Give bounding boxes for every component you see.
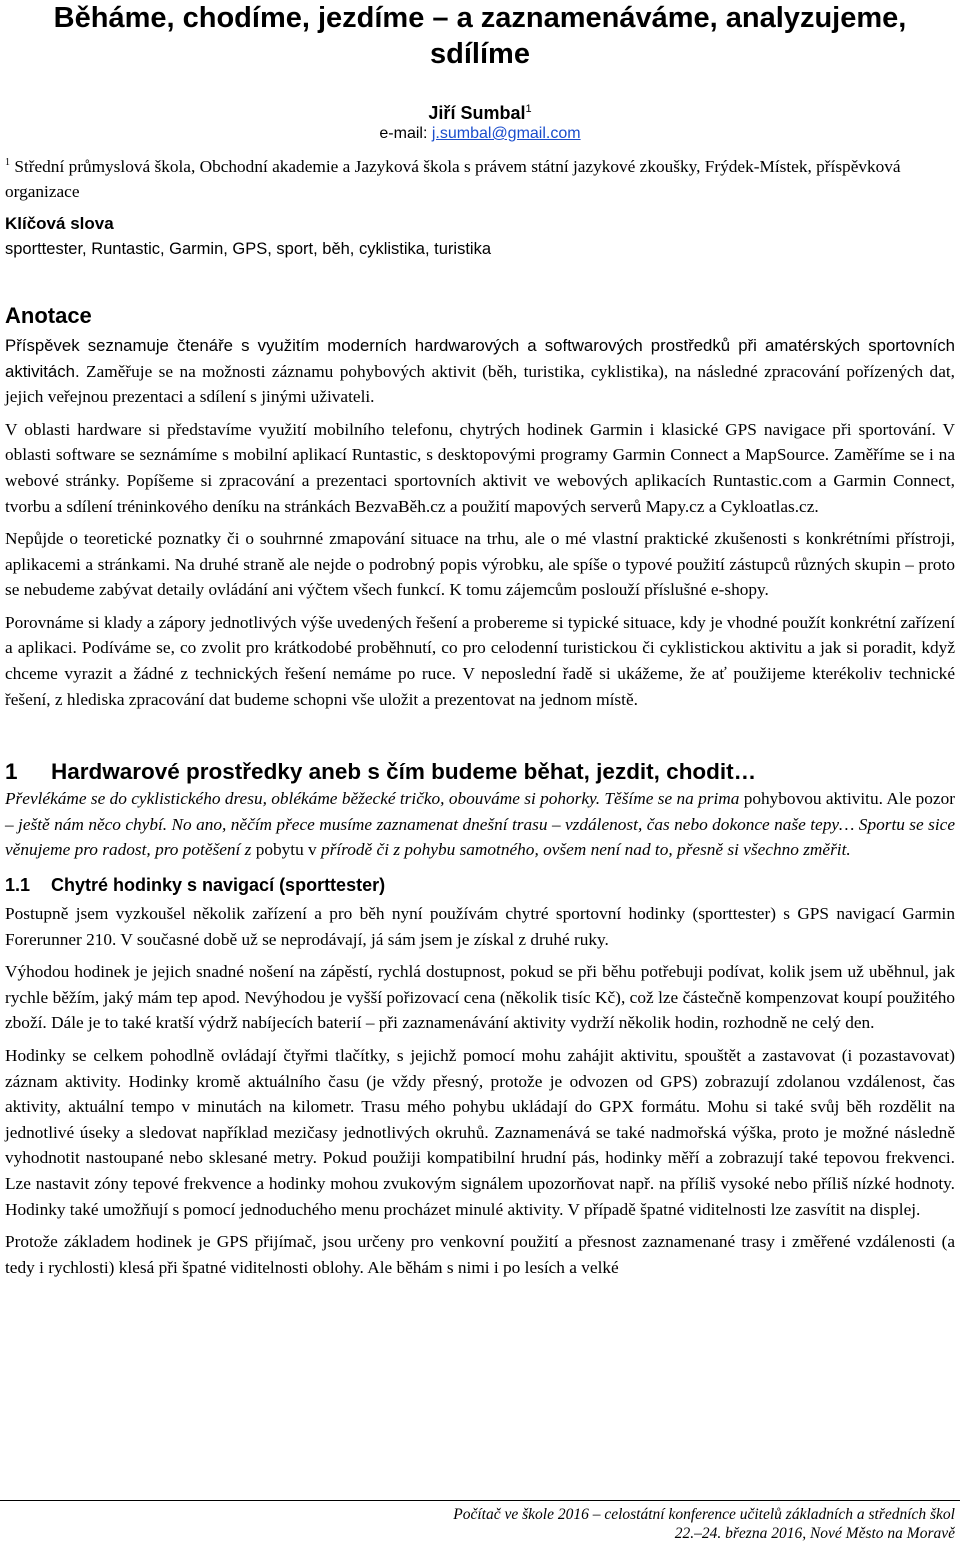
annotation-paragraph-1 (5, 333, 955, 410)
section-1-intro-b: pohybovou aktivitu. Ale pozor (743, 789, 955, 809)
keywords-heading: Klíčová slova (5, 213, 114, 233)
paper-title: Běháme, chodíme, jezdíme – a zaznamenáváme, analyzujeme, sdílíme (53, 2, 907, 70)
page-footer (0, 1500, 960, 1543)
author-email-line (5, 124, 955, 144)
section-1-number: 1 (5, 759, 18, 785)
annotation-paragraph-3: Nepůjde o teoretické poznatky či o souhrnné zmapování situace na trhu, ale o mé vlastní praktické zkušenosti s konkrétními přístroji, aplikacemi a stránkami. Na druhé straně ale nejde o podrobný popis výrobku, ale spíše o typové použití zástupců různých skupin – proto se nebudeme zabývat detaily ovládání ani výčtem všech funkcí. K tomu zájemcům poslouží příslušné e-shopy. (5, 529, 955, 600)
section-1-intro-d: pobytu v (255, 840, 322, 860)
annotation-paragraph-4: Porovnáme si klady a zápory jednotlivých výše uvedených řešení a probereme si typické situace, kdy je vhodné použít konkrétní zařízení a aplikaci. Podíváme se, co zvolit pro krátkodobé proběhnutí, co pro celodenní turistickou či cyklistickou aktivitu a jak si poradit, když chceme vyrazit a žádné z technických řešení nemáme po ruce. V neposlední řadě si ukážeme, že ať použijeme kterékoliv technické řešení, z hlediska zpracování dat budeme schopni vše uložit a prezentovat na jednom místě. (5, 612, 955, 709)
section-1-intro-c: – ještě nám něco chybí. No ano, něčím přece musíme zaznamenat dnešní trasu – vzdálenost, čas nebo dokonce naše tepy… Sportu se sice věnujeme pro radost, pro potěšení z (5, 814, 955, 860)
page (5, 0, 955, 1280)
email-link[interactable]: j.sumbal@gmail.com (431, 125, 581, 142)
email-label: e-mail: (379, 125, 432, 142)
footer-conference: Počítač ve škole 2016 – celostátní konference učitelů základních a středních škol (453, 1506, 955, 1523)
section-1-1-title: Chytré hodinky s navigací (sporttester) (51, 875, 386, 896)
affiliation-footnote-mark: 1 (5, 157, 10, 168)
annotation-heading: Anotace (5, 302, 92, 328)
annotation-p1-part-a: Příspěvek seznamuje čtenáře s využitím moderních hardwarových a softwarových prostředků při amatérských sportovních aktivitách. (5, 335, 955, 381)
section-1-1-paragraph-3: Hodinky se celkem pohodlně ovládají čtyřmi tlačítky, s jejichž pomocí mohu zahájit aktivitu, spouštět a zastavovat (i pozastavovat) záznam aktivity. Hodinky kromě aktuálního času (je vždy přesný, protože je odvozen od GPS) zobrazují zdolanou vzdálenost, čas aktivity, aktuální tempo v minutách na kilometr. Trasu mého pohybu ukládají do GPX formátu. Mohu si také svůj běh rozdělit na jednotlivé úseky a sledovat například mezičasy jednotlivých okruhů. Zaznamenává se také nadmořská výška, proto je možné následně vyhodnotit nastoupané nebo sklesané metry. Pokud použiji kompatibilní hrudní pás, hodinky měří a zobrazují také tepovou frekvenci. Lze nastavit zóny tepové frekvence a hodinky mohou zvukovým signálem upozorňovat např. na příliš vysoké nebo příliš nízké hodnoty. Hodinky také umožňují s pomocí jednoduchého menu procházet minulé aktivity. V případě špatné viditelnosti lze zasvítit na displej. (5, 1046, 955, 1219)
section-1-intro (5, 786, 955, 863)
affiliation (5, 150, 955, 205)
section-1-1-heading (5, 873, 955, 897)
section-1-intro-a: Převlékáme se do cyklistického dresu, oblékáme běžecké tričko, obouváme si pohorky. Těšíme se na prima (5, 789, 744, 809)
section-1-heading (5, 758, 955, 786)
section-1-1-number: 1.1 (5, 875, 31, 896)
section-1-1-paragraph-1: Postupně jsem vyzkoušel několik zařízení a pro běh nyní používám chytré sportovní hodinky (sporttester) s GPS navigací Garmin Forerunner 210. V současné době už se neprodávají, já sám jsem je získal z druhé ruky. (5, 904, 955, 949)
footer-date-place: 22.–24. března 2016, Nové Město na Moravě (674, 1525, 955, 1542)
section-1-intro-e: přírodě či z pohybu samotného, ovšem není nad to, přesně si všechno změřit. (321, 840, 851, 860)
affiliation-text: Střední průmyslová škola, Obchodní akademie a Jazyková škola s právem státní jazykové zkoušky, Frýdek-Místek, příspěvková organizace (5, 156, 901, 202)
section-1-1-paragraph-4: Protože základem hodinek je GPS přijímač, jsou určeny pro venkovní použití a přesnost zaznamenané trasy i změřené vzdálenosti (a tedy i rychlosti) klesá při špatné viditelnosti oblohy. Ale běhám s nimi i po lesích a velké (5, 1232, 955, 1277)
author-footnote-mark: 1 (525, 103, 532, 115)
annotation-p1-part-b: Zaměřuje se na možnosti záznamu pohybových aktivit (běh, turistika, cyklistika), na následné zpracování pořízených dat, jejich veřejnou prezentaci a sdílení s jinými uživateli. (5, 361, 955, 407)
section-1-1-paragraph-2: Výhodou hodinek je jejich snadné nošení na zápěstí, rychlá dostupnost, pokud se při běhu potřebuji podívat, kolik jsem už uběhnul, jak rychle běžím, jaký mám tep apod. Nevýhodou je vyšší pořizovací cena (několik tisíc Kč), což lze částečně kompenzovat koupí použitého zboží. Dále je to také kratší výdrž nabíjecích baterií – při zaznamenávání aktivity vydrží několik hodin, rozhodně ne celý den. (5, 962, 955, 1033)
keywords-text: sporttester, Runtastic, Garmin, GPS, sport, běh, cyklistika, turistika (5, 239, 492, 258)
annotation-paragraph-2: V oblasti hardware si představíme využití mobilního telefonu, chytrých hodinek Garmin i klasické GPS navigace při sportování. V oblasti software se seznámíme s mobilní aplikací Runtastic, s desktopovými programy Garmin Connect a MapSource. Zaměříme se i na webové stránky. Popíšeme si zpracování a prezentaci sportovních aktivit ve webových aplikacích Runtastic.com a Garmin Connect, tvorbu a sdílení tréninkového deníku na stránkách BezvaBěh.cz a použití mapových serverů Mapy.cz a Cykloatlas.cz. (5, 419, 955, 516)
author-name-text: Jiří Sumbal (428, 103, 526, 123)
section-1-title: Hardwarové prostředky aneb s čím budeme běhat, jezdit, chodit… (51, 759, 757, 785)
author-name (5, 98, 955, 124)
